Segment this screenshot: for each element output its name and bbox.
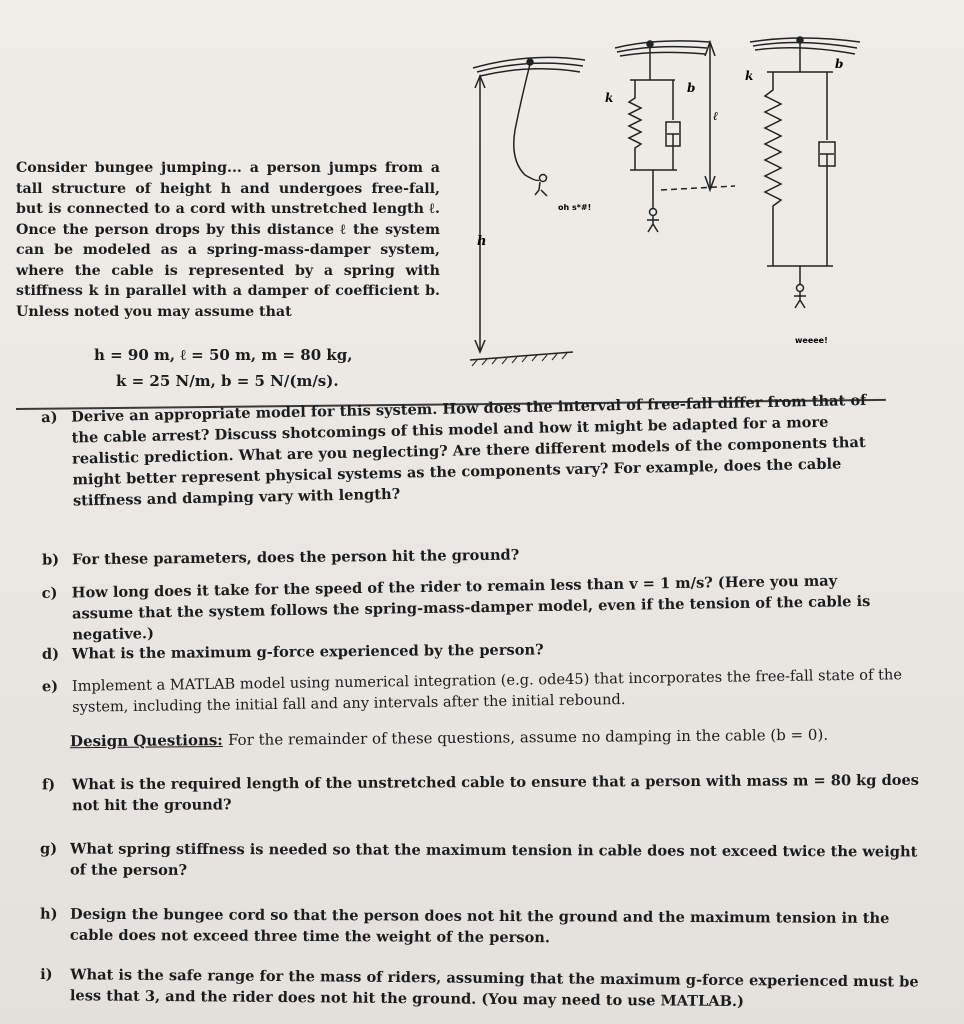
label-k-panel3: k (745, 69, 754, 83)
question-g (40, 839, 926, 884)
design-heading: Design Questions: (69, 730, 223, 751)
caption-oh: oh s*#! (558, 203, 592, 212)
question-label: c) (41, 584, 58, 602)
question-label: g) (40, 840, 58, 858)
question-label: f) (41, 776, 56, 794)
label-l: ℓ (713, 109, 719, 123)
question-label: e) (41, 678, 59, 696)
question-label: i) (40, 965, 53, 984)
question-b (41, 541, 890, 571)
question-label: b) (41, 551, 60, 569)
intro-paragraph: Consider bungee jumping... a person jumps from a tall structure of height h and undergoes free-fall, but is connected to a cord with unstretched length ℓ. Once the person drops by this distance ℓ the system can be modeled as a spring-mass-damper system, where the cable is represented by a spring with stiffness k in parallel with a damper of coefficient b. Unless noted you may assume that (16, 160, 440, 320)
caption-weeee: weeee! (795, 336, 828, 345)
question-text: What is the required length of the unstretched cable to ensure that a person with mass m = 80 kg does not hit the ground? (71, 771, 920, 815)
question-h (40, 904, 936, 951)
question-label: a) (41, 408, 58, 427)
question-a (41, 389, 891, 511)
panel-cable-model (615, 41, 735, 232)
question-text: Design the bungee cord so that the person does not hit the ground and the maximum tension in the cable does not exceed three time the weight of the person. (69, 905, 890, 947)
label-b-panel3: b (835, 57, 844, 71)
question-text: What is the maximum g-force experienced by the person? (71, 641, 544, 663)
question-e (41, 664, 909, 718)
question-text: How long does it take for the speed of the rider to remain less than v = 1 m/s? (Here you may assume that the system follows the spring-mass-damper model, even if the tension of the cable is negative.) (71, 572, 871, 644)
panel-extended (750, 37, 860, 308)
design-text: For the remainder of these questions, assume no damping in the cable (b = 0). (227, 725, 829, 749)
question-label: d) (41, 645, 60, 663)
label-k-panel2: k (605, 91, 614, 105)
question-i (40, 964, 940, 1014)
bungee-figure (455, 30, 880, 380)
question-c (41, 570, 899, 646)
question-text: What spring stiffness is needed so that the maximum tension in cable does not exceed twice the weight of the person? (69, 840, 918, 879)
parameter-line-1: h = 90 m, ℓ = 50 m, m = 80 kg, (94, 346, 353, 364)
question-text: Implement a MATLAB model using numerical integration (e.g. ode45) that incorporates the free-fall state of the system, including the initial fall and any intervals after the initial rebound. (71, 666, 903, 716)
design-questions-line (70, 726, 828, 751)
question-label: h) (40, 905, 58, 923)
question-text: For these parameters, does the person hit the ground? (71, 546, 520, 569)
question-f (41, 770, 922, 816)
label-h: h (477, 234, 487, 249)
question-text: What is the safe range for the mass of riders, assuming that the maximum g-force experienced must be less that 3, and the rider does not hit the ground. (You may need to use MATLAB.) (69, 966, 919, 1011)
parameter-line-2: k = 25 N/m, b = 5 N/(m/s). (116, 372, 339, 390)
parameter-block (94, 342, 352, 394)
question-text: Derive an appropriate model for this system. How does the interval of free-fall differ from that of the cable arrest? Discuss shotcomings of this model and how it might be adapted for a more realistic prediction. What are you neglecting? Are there different models of the components that might better represent physical systems as the components vary? For example, does the cable stiffness and damping vary with length? (71, 391, 867, 510)
label-b-panel2: b (687, 81, 696, 95)
